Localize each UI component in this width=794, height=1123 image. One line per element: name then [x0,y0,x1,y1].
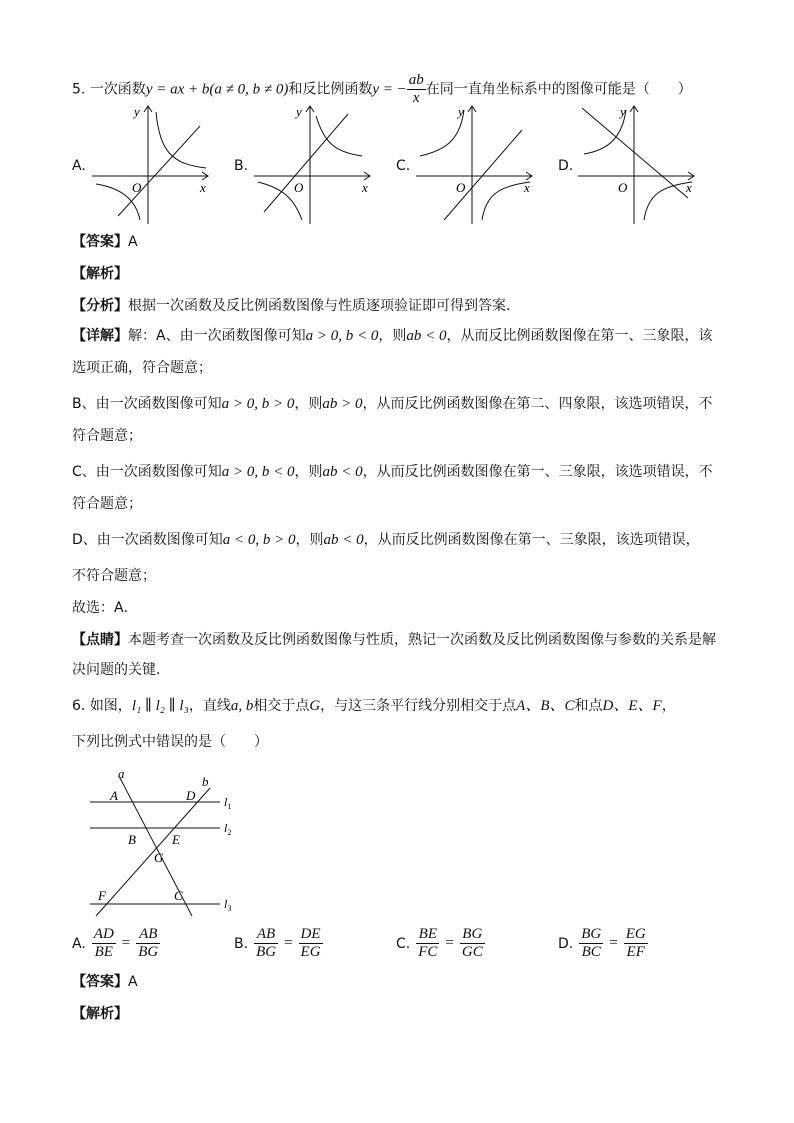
label-point-a: A [110,788,118,803]
a5-detail-d-line2 [72,566,156,586]
q6-option-b-frac2 [299,926,323,961]
q6-number: 6. [72,698,86,714]
equals-sign: = [121,935,131,951]
label-b: b [202,774,209,789]
q6-option-c-frac1 [416,926,439,961]
a5-c-ab: ab < 0 [322,464,363,480]
a6-answer [72,972,138,992]
y-label: y [134,104,140,119]
a5-b-ab: ab > 0 [322,396,363,412]
a5-dianjing-line1 [72,630,716,650]
a5-d-text2: ，则 [295,532,324,548]
label-l2 [224,821,231,837]
q5-inv-den: x [412,90,420,106]
a5-d-ab: ab < 0 [323,532,364,548]
label-l3-sub: 3 [227,904,232,913]
q6-option-d-frac1 [579,926,603,961]
q6-parallel: l₁ ∥ l₂ ∥ l₃ [131,698,189,714]
a5-b-text4: 符合题意； [72,428,142,444]
q6-option-a-frac1 [92,926,116,961]
a5-b-cond: a > 0, b > 0 [221,396,295,412]
a5-fenxi-label: 【分析】 [72,298,128,314]
q5-option-d-label: D. [558,158,574,174]
y-label: y [620,104,626,119]
q6-option-d [558,926,648,961]
line-b [96,788,210,916]
frac-den: BC [581,944,601,960]
frac-num: BE [416,926,439,944]
frac-num: BG [460,926,485,944]
a5-b-text2: ，则 [294,396,323,412]
q6-points-abc: A、B、C [516,698,575,714]
a5-c-text2: ，则 [294,464,323,480]
a5-c-text3: ，从而反比例函数图像在第一、三象限，该选项错误，不 [362,464,713,480]
q5-graph-d [578,102,698,224]
hyperbola-branch-2 [482,182,530,220]
a5-d-text1: D、由一次函数图像可知 [72,532,223,548]
q6-figure [84,766,244,922]
label-l3 [224,897,231,913]
a5-c-text4: 符合题意； [72,496,142,512]
q6-option-c-label: C. [396,935,411,952]
y-label: y [296,104,302,119]
a5-fenxi-text: 根据一次函数及反比例函数图像与性质逐项验证即可得到答案． [128,298,520,314]
frac-num: AD [93,926,114,942]
a5-c-cond: a > 0, b < 0 [221,464,295,480]
a5-answer [72,232,138,252]
frac-den: BG [256,944,277,960]
frac-num: BG [581,926,602,942]
frac-den: EF [626,944,645,960]
label-l3-base: l [224,897,228,911]
q5-inv-num: ab [408,72,424,88]
q5-graph-a [92,102,212,224]
a5-choose [72,598,138,618]
a5-detail-a-cond: a > 0, b < 0 [305,328,379,344]
label-l2-sub: 2 [227,828,232,837]
q6-option-a-label: A. [72,935,86,952]
q5-inv-lhs: y = − [372,81,407,98]
label-point-c: C [174,888,183,903]
equals-sign: = [284,935,293,951]
q5-graph-c [416,102,536,224]
x-label: x [362,180,368,195]
x-label: x [686,180,692,195]
q6-option-b [234,926,323,961]
a5-detail-a-text2: ，则 [378,328,407,344]
a5-detail-a-line1 [72,326,712,346]
q6-option-b-frac1 [254,926,278,961]
equals-sign: = [609,935,618,951]
a5-d-text3: ，从而反比例函数图像在第一、三象限，该选项错误， [363,532,700,548]
a5-dianjing-text2: 决问题的关键． [72,662,170,678]
hyperbola-branch-1 [156,112,206,168]
label-point-d: D [186,788,196,803]
a5-dianjing-text1: 本题考查一次函数及反比例函数图像与性质，熟记一次函数及反比例函数图像与参数的关系是解 [128,632,716,648]
q5-option-a-label: A. [72,158,86,174]
a5-dianjing-label: 【点睛】 [72,632,128,648]
q6-option-d-label: D. [558,935,574,952]
a5-analysis-label: 【解析】 [72,266,128,282]
q5-text-a: 一次函数 [89,81,146,98]
a5-detail-a-ab: ab < 0 [406,328,447,344]
linear-line [444,130,522,220]
a6-answer-label: 【答案】 [72,974,128,990]
a6-analysis [72,1004,128,1024]
label-point-b: B [128,832,136,847]
origin-label: O [132,180,142,195]
q6-stem-line2 [72,732,268,752]
a5-detail-a-text3: ，从而反比例函数图像在第一、三象限，该 [446,328,713,344]
q6-point-g: G [309,698,321,714]
a5-analysis [72,264,128,284]
a5-detail-b-line2 [72,426,142,446]
hyperbola-branch-2 [644,182,692,220]
a5-detail-a-text4: 选项正确，符合题意； [72,360,212,376]
q6-text4: ，与这三条平行线分别相交于点 [320,698,517,714]
q6-option-c [396,926,485,961]
q6-option-a [72,926,160,961]
q5-text-c: 在同一直角坐标系中的图像可能是（ ） [425,81,692,98]
x-label: x [524,180,530,195]
origin-label: O [456,180,466,195]
label-a: a [118,766,125,781]
q6-text2: ，直线 [188,698,231,714]
label-l1-sub: 1 [227,802,232,811]
hyperbola-branch-1 [316,116,362,156]
x-label: x [200,180,206,195]
a5-choose-text: 故选：A． [72,600,138,616]
label-l1-base: l [224,795,228,809]
q5-text-b: 和反比例函数 [288,81,373,98]
q6-option-b-label: B. [234,935,249,952]
q5-option-b-label: B. [234,158,249,174]
frac-den: GC [461,944,483,960]
y-label: y [458,104,464,119]
a5-answer-label: 【答案】 [72,234,128,250]
q5-option-c-label: C. [396,158,411,174]
q5-cond: (a ≠ 0, b ≠ 0) [209,81,289,98]
a5-detail-c-line2 [72,494,142,514]
frac-num: AB [254,926,278,944]
q6-lines-ab: a, b [230,698,254,714]
frac-den: FC [418,944,438,960]
frac-den: BG [138,944,159,960]
q6-option-a-frac2 [136,926,160,961]
frac-num: AB [136,926,160,944]
frac-den: EG [300,944,321,960]
q6-text3: 相交于点 [253,698,310,714]
q6-text6: ， [661,698,676,714]
q6-stem-line1 [72,696,676,716]
linear-line [582,108,688,198]
q6-text7: 下列比例式中错误的是（ ） [72,734,268,750]
label-point-g: G [154,850,164,865]
a5-detail-b-line1 [72,394,712,414]
a6-answer-value: A [128,974,138,990]
origin-label: O [294,180,304,195]
q6-text1: 如图， [89,698,132,714]
a5-dianjing-line2 [72,660,170,680]
a5-fenxi [72,296,520,316]
label-l1 [224,795,231,811]
a6-analysis-label: 【解析】 [72,1006,128,1022]
a5-detail-a-text1: 解：A、由一次函数图像可知 [128,328,306,344]
linear-line [118,126,200,216]
label-point-e: E [172,832,180,847]
linear-line [264,114,348,212]
q5-linear-eq: y = ax + b [145,81,210,98]
q5-number: 5. [72,81,86,98]
a5-c-text1: C、由一次函数图像可知 [72,464,222,480]
a5-d-text4: 不符合题意； [72,568,156,584]
frac-den: BE [94,944,113,960]
a5-detail-a-line2 [72,358,212,378]
equals-sign: = [445,935,454,951]
q6-text5: 和点 [574,698,603,714]
origin-label: O [618,180,628,195]
a5-b-text1: B、由一次函数图像可知 [72,396,222,412]
q6-option-c-frac2 [460,926,485,961]
frac-num: DE [300,926,321,942]
a5-detail-d-line1 [72,530,700,550]
a5-detail-c-line1 [72,462,713,482]
a5-d-cond: a < 0, b > 0 [222,532,296,548]
a5-detail-label: 【详解】 [72,328,128,344]
frac-num: EG [625,926,646,942]
a5-answer-value: A [128,234,138,250]
q6-option-d-frac2 [624,926,648,961]
label-l2-base: l [224,821,228,835]
label-point-f: F [98,888,106,903]
q6-points-def: D、E、F [602,698,662,714]
a5-b-text3: ，从而反比例函数图像在第二、四象限，该选项错误，不 [362,396,713,412]
q5-graph-b [254,102,374,224]
